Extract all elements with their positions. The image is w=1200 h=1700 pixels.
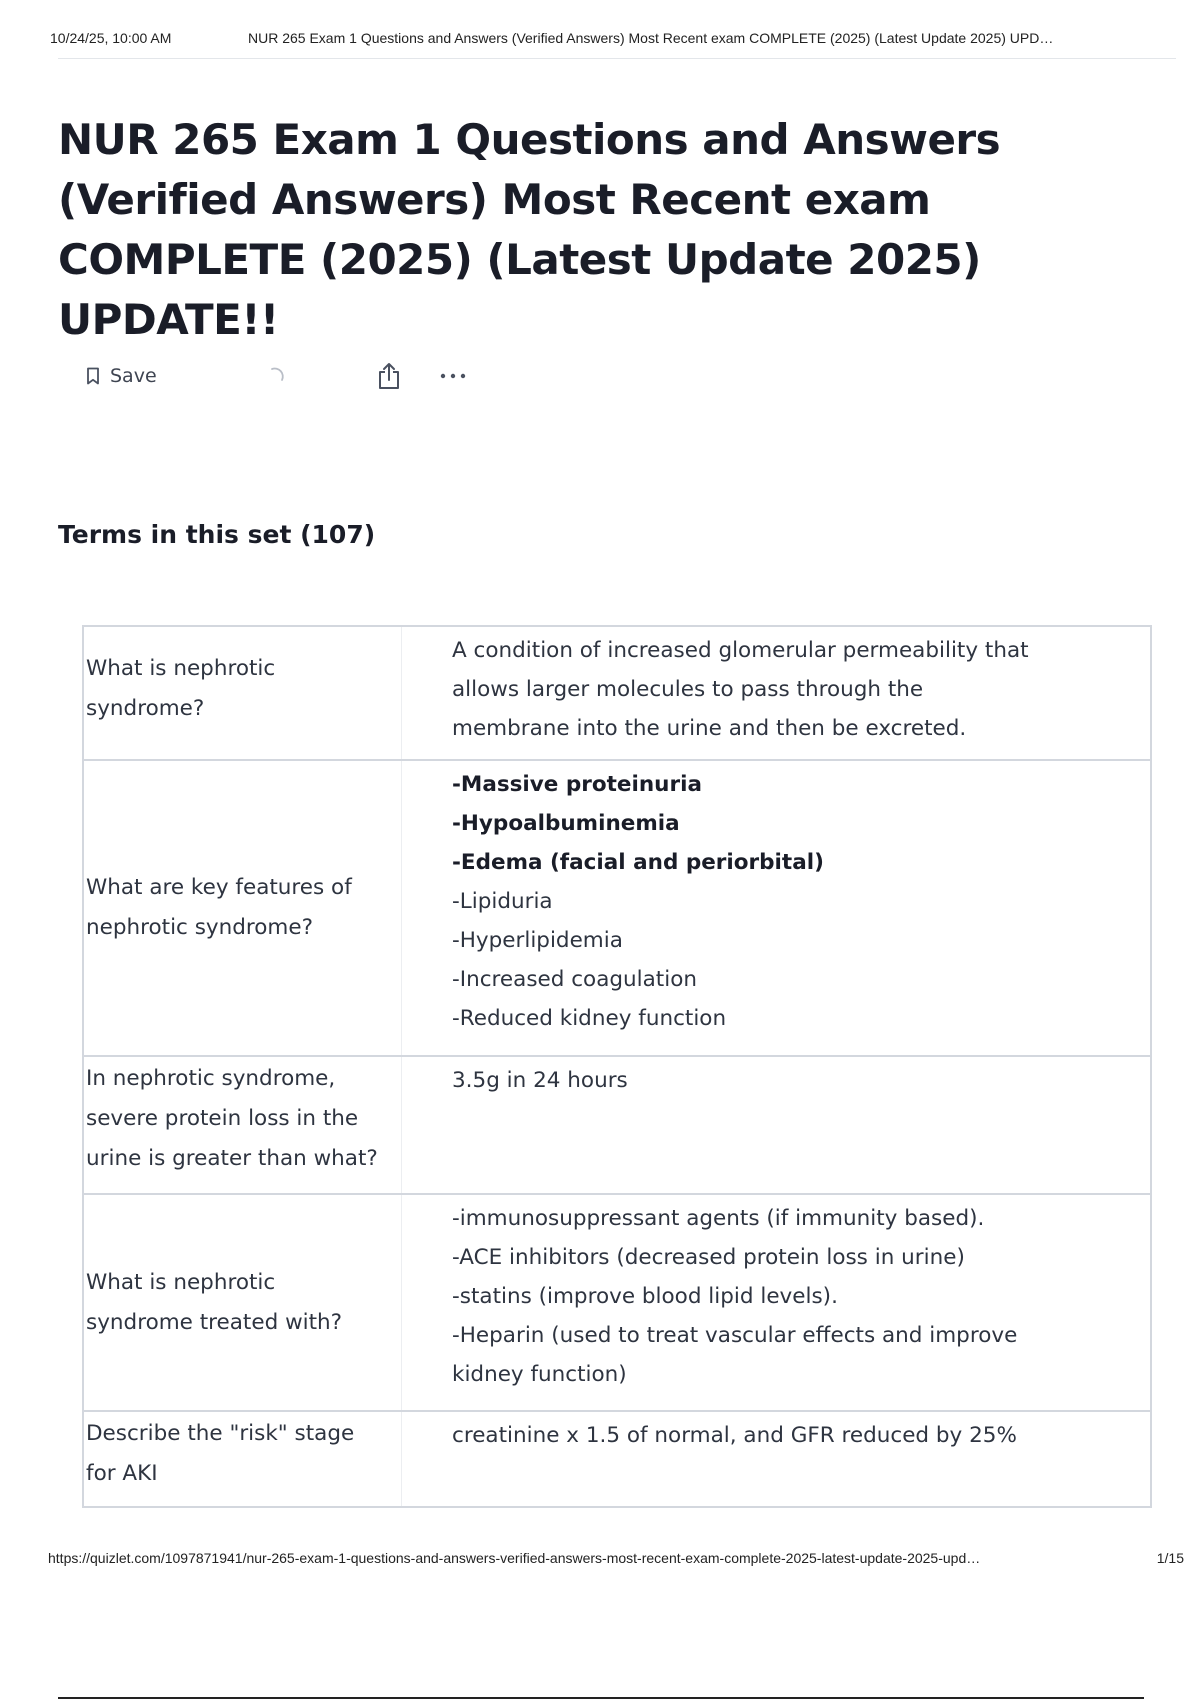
term-text: syndrome?: [86, 696, 205, 721]
term-text: nephrotic syndrome?: [86, 915, 314, 940]
term-text: What is nephrotic: [86, 656, 276, 681]
definition-line: -statins (improve blood lipid levels).: [452, 1284, 838, 1309]
term-cell: [84, 1412, 402, 1506]
term-row: [84, 1193, 1150, 1410]
more-icon: [439, 372, 467, 380]
footer-divider: [58, 1697, 1144, 1699]
print-footer: [48, 1550, 1184, 1566]
header-divider: [58, 58, 1176, 59]
definition-line: -Lipiduria: [452, 889, 553, 914]
definition-line: -Heparin (used to treat vascular effects and improve: [452, 1323, 1018, 1348]
term-cell: [84, 627, 402, 759]
definition-cell: [402, 761, 1150, 1055]
definition-line: -Reduced kidney function: [452, 1006, 727, 1031]
definition-line: -Edema (facial and periorbital): [452, 850, 824, 875]
term-row: [84, 1055, 1150, 1193]
share-icon: [377, 362, 401, 390]
bookmark-icon: [86, 367, 100, 385]
terms-table: [82, 625, 1152, 1508]
definition-cell: [402, 1412, 1150, 1506]
definition-line: A condition of increased glomerular permeability that: [452, 638, 1029, 663]
definition-line: creatinine x 1.5 of normal, and GFR reduced by 25%: [452, 1423, 1017, 1448]
term-cell: [84, 1057, 402, 1193]
terms-heading: Terms in this set (107): [58, 520, 376, 549]
share-button[interactable]: [377, 362, 401, 390]
definition-line: -Hypoalbuminemia: [452, 811, 680, 836]
print-doc-title: NUR 265 Exam 1 Questions and Answers (Verified Answers) Most Recent exam COMPLETE (2025) (Latest Update 2025) UPD…: [248, 30, 1054, 46]
definition-cell: [402, 1195, 1150, 1410]
definition-line: 3.5g in 24 hours: [452, 1068, 628, 1093]
term-row: [84, 759, 1150, 1055]
print-datetime: 10/24/25, 10:00 AM: [50, 30, 172, 46]
term-cell: [84, 1195, 402, 1410]
term-row: [84, 1410, 1150, 1506]
save-label: Save: [110, 365, 157, 387]
definition-line: -Hyperlipidemia: [452, 928, 623, 953]
definition-line: allows larger molecules to pass through the: [452, 677, 924, 702]
page-title: NUR 265 Exam 1 Questions and Answers (Verified Answers) Most Recent exam COMPLETE (2025) (Latest Update 2025) UPDATE!!: [58, 115, 1001, 344]
toolbar: [86, 358, 467, 394]
term-text: Describe the "risk" stage: [86, 1421, 355, 1446]
definition-line: -Increased coagulation: [452, 967, 697, 992]
term-text: severe protein loss in the: [86, 1106, 359, 1131]
term-cell: [84, 761, 402, 1055]
term-text: urine is greater than what?: [86, 1146, 378, 1171]
spinner-icon: [265, 365, 287, 387]
term-text: What are key features of: [86, 875, 352, 900]
definition-line: membrane into the urine and then be excreted.: [452, 716, 967, 741]
print-url: https://quizlet.com/1097871941/nur-265-exam-1-questions-and-answers-verified-answers-most-recent-exam-complete-2025-latest-update-2025-upd…: [48, 1550, 981, 1566]
definition-line: -immunosuppressant agents (if immunity based).: [452, 1206, 985, 1231]
definition-cell: [402, 1057, 1150, 1193]
definition-line: -Massive proteinuria: [452, 772, 702, 797]
term-text: syndrome treated with?: [86, 1309, 343, 1335]
term-text: What is nephrotic: [86, 1269, 276, 1295]
save-button[interactable]: [86, 365, 157, 387]
more-options-button[interactable]: [439, 372, 467, 380]
definition-cell: [402, 627, 1150, 759]
term-text: In nephrotic syndrome,: [86, 1066, 336, 1091]
term-row: [84, 627, 1150, 759]
definition-line: kidney function): [452, 1362, 627, 1387]
term-text: for AKI: [86, 1461, 158, 1486]
print-header: [50, 30, 1176, 46]
page-number: 1/15: [1156, 1550, 1184, 1566]
definition-line: -ACE inhibitors (decreased protein loss in urine): [452, 1245, 965, 1270]
